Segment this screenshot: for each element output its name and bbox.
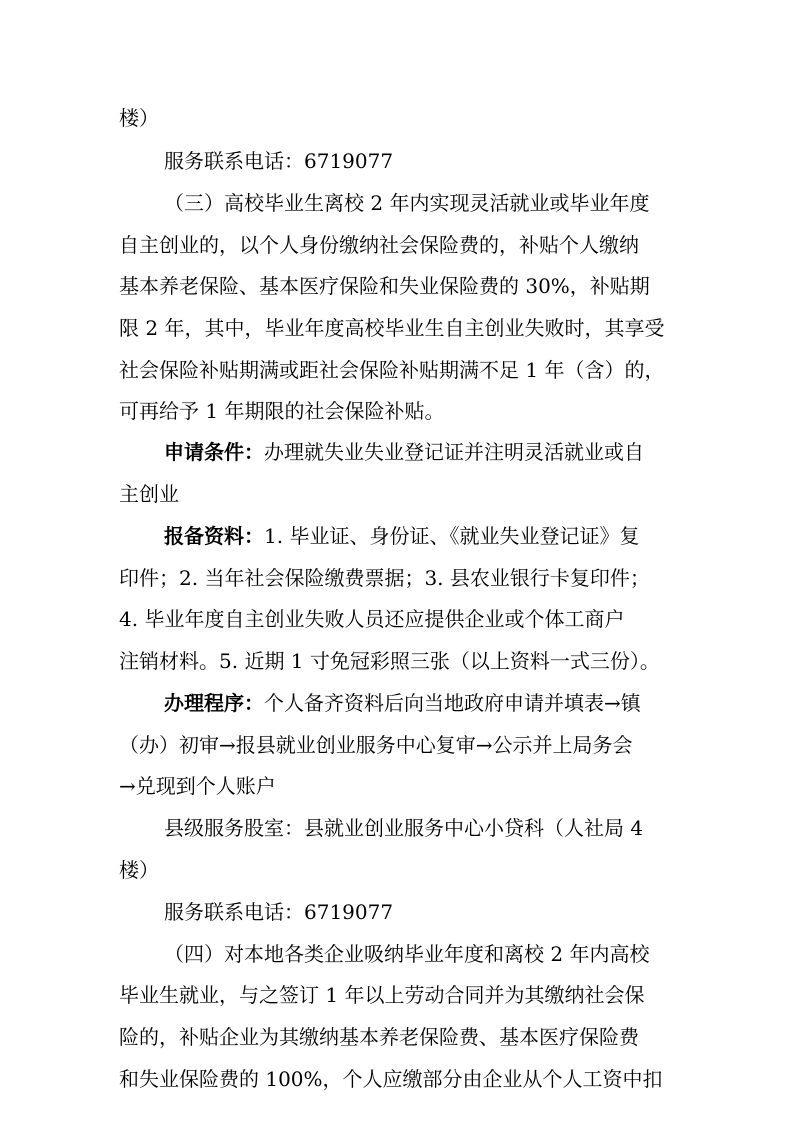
procedure-label: 办理程序： (164, 691, 264, 715)
text-line: 毕业生就业，与之签订 1 年以上劳动合同并为其缴纳社会保 (119, 983, 645, 1007)
text-line: 险的，补贴企业为其缴纳基本养老保险费、基本医疗保险费 (119, 1025, 639, 1049)
phone-line: 服务联系电话：6719077 (164, 149, 394, 173)
text-line: 印件；2. 当年社会保险缴费票据；3. 县农业银行卡复印件； (119, 566, 650, 590)
application-conditions-label: 申请条件： (164, 440, 264, 464)
text-line: 限 2 年，其中，毕业年度高校毕业生自主创业失败时，其享受 (119, 316, 665, 340)
text-line: （办）初审→报县就业创业服务中心复审→公示并上局务会 (119, 733, 633, 757)
text-line: 楼） (119, 106, 159, 130)
text-line: 注销材料。5. 近期 1 寸免冠彩照三张（以上资料一式三份）。 (119, 649, 660, 673)
text-line: 4. 毕业年度自主创业失败人员还应提供企业或个体工商户 (119, 607, 625, 631)
text-line: 可再给予 1 年期限的社会保险补贴。 (119, 399, 445, 423)
phone-line: 服务联系电话：6719077 (164, 900, 394, 924)
text-line: →兑现到个人账户 (119, 774, 276, 798)
required-documents: 报备资料：1. 毕业证、身份证、《就业失业登记证》复 (164, 524, 640, 548)
text-line: 基本养老保险、基本医疗保险和失业保险费的 30%，补贴期 (119, 274, 650, 298)
text-line: 和失业保险费的 100%，个人应缴部分由企业从个人工资中扣 (119, 1067, 663, 1091)
procedure: 办理程序：个人备齐资料后向当地政府申请并填表→镇 (164, 691, 641, 715)
service-office-line: 县级服务股室：县就业创业服务中心小贷科（人社局 4 (164, 816, 644, 840)
text-line: 主创业 (119, 482, 179, 506)
text-line: 自主创业的，以个人身份缴纳社会保险费的，补贴个人缴纳 (119, 233, 639, 257)
required-documents-label: 报备资料： (164, 524, 264, 548)
application-conditions: 申请条件：办理就失业失业登记证并注明灵活就业或自 (164, 440, 644, 464)
section-heading-3: （三）高校毕业生离校 2 年内实现灵活就业或毕业年度 (164, 191, 650, 215)
text-line: 楼） (119, 858, 159, 882)
text-line: 社会保险补贴期满或距社会保险补贴期满不足 1 年（含）的， (119, 358, 665, 382)
section-heading-4: （四）对本地各类企业吸纳毕业年度和离校 2 年内高校 (164, 942, 650, 966)
